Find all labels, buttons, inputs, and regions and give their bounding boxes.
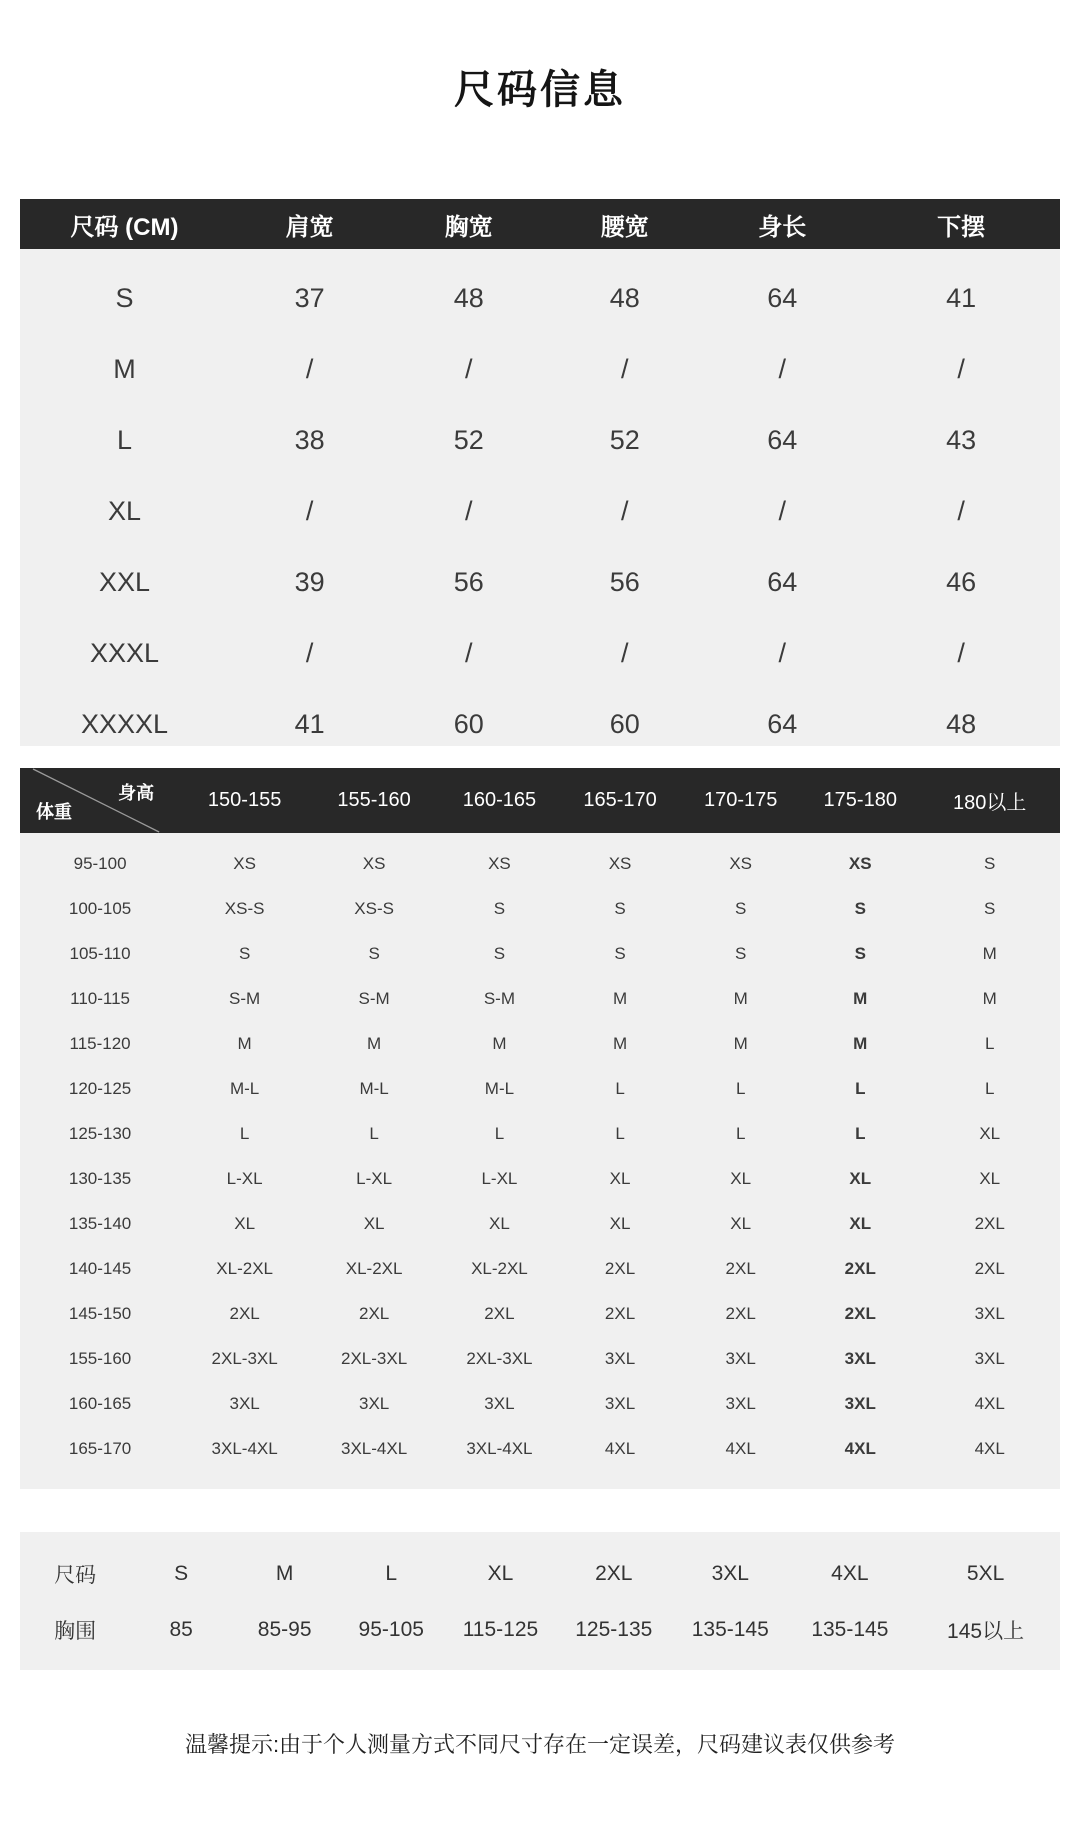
size-recommendation-cell: S-M [358,988,390,1008]
table-row [20,1066,1060,1111]
column-header: 160-165 [462,789,537,811]
value-cell: 41 [294,709,325,739]
chest-table-size-row [20,1546,1060,1602]
size-recommendation-cell: 3XL [604,1348,636,1368]
page-title: 尺码信息 [454,68,626,112]
size-label: M [113,354,136,384]
column-header: 腰宽 [600,213,649,241]
size-recommendation-cell: 2XL [484,1303,515,1323]
size-cell: L [385,1562,398,1585]
size-recommendation-cell: L [615,1123,625,1143]
size-recommendation-cell: S [854,898,866,918]
chest-cell: 135-145 [691,1618,769,1641]
size-recommendation-cell: 4XL [974,1438,1005,1458]
size-cell: M [275,1562,294,1585]
chest-cell: 135-145 [811,1618,889,1641]
value-cell: 37 [294,283,325,313]
value-cell: 52 [609,425,640,455]
size-recommendation-cell: XL [609,1213,631,1233]
table-row [20,334,1060,405]
size-recommendation-cell: M [612,1033,628,1053]
column-header: 155-160 [337,789,411,811]
table-row [20,976,1060,1021]
chest-cell: 85 [169,1618,193,1641]
size-recommendation-cell: L [615,1078,625,1098]
column-header: 尺码 (CM) [70,213,179,241]
value-cell: / [620,354,629,384]
value-cell: / [620,496,629,526]
size-recommendation-cell: M [237,1033,252,1053]
size-recommendation-cell: M-L [484,1078,515,1098]
value-cell: / [957,354,965,384]
size-recommendation-cell: S [614,943,626,963]
value-cell: / [957,496,965,526]
size-label: L [117,425,133,455]
table-row [20,1291,1060,1336]
value-cell: / [305,638,314,668]
table-row [20,1336,1060,1381]
size-recommendation-cell: M [367,1033,382,1053]
size-recommendation-cell: 2XL-3XL [466,1348,533,1368]
value-cell: / [464,638,473,668]
size-recommendation-cell: XL [730,1168,752,1188]
size-recommendation-cell: XL-2XL [345,1258,403,1278]
size-recommendation-cell: S [238,943,251,963]
size-recommendation-cell: L [735,1123,746,1143]
size-recommendation-cell: XL [849,1168,872,1188]
size-recommendation-cell: XS [488,853,511,873]
value-cell: 64 [767,425,798,455]
size-recommendation-cell: S-M [229,988,261,1008]
size-recommendation-cell: M [612,988,628,1008]
size-recommendation-cell: 3XL-4XL [211,1438,278,1458]
weight-label: 95-100 [73,853,127,873]
size-recommendation-cell: 2XL [844,1258,876,1278]
row-label: 胸围 [54,1620,97,1643]
size-recommendation-cell: 4XL [725,1438,756,1458]
size-recommendation-cell: XL [234,1213,256,1233]
corner-cell [20,768,180,833]
table-row [20,1381,1060,1426]
size-recommendation-cell: L [984,1033,995,1053]
size-recommendation-cell: XL [489,1213,510,1233]
value-cell: 41 [946,283,977,313]
size-recommendation-cell: S [735,898,747,918]
size-spec-header-row [20,199,1060,249]
size-cell: 4XL [831,1562,869,1585]
table-row [20,1156,1060,1201]
size-recommendation-cell: XL [609,1168,631,1188]
chest-table-chest-row [20,1602,1060,1658]
size-recommendation-cell: XL [730,1213,752,1233]
size-recommendation-cell: L [369,1123,379,1143]
value-cell: 38 [294,425,325,455]
size-recommendation-cell: 2XL [974,1213,1005,1233]
size-recommendation-cell: 4XL [844,1438,876,1458]
weight-label: 140-145 [68,1258,132,1278]
size-recommendation-cell: 2XL [358,1303,390,1323]
column-header: 175-180 [823,789,897,811]
size-recommendation-cell: M [853,988,868,1008]
value-cell: 64 [767,709,798,739]
value-cell: 56 [453,567,484,597]
weight-label: 165-170 [68,1438,132,1458]
size-label: XL [108,496,142,526]
row-label: 尺码 [54,1564,97,1587]
size-recommendation-cell: M [733,1033,748,1053]
weight-label: 115-120 [69,1033,131,1053]
table-row [20,1246,1060,1291]
value-cell: 48 [453,283,484,313]
size-recommendation-cell: M [982,988,997,1008]
weight-label: 130-135 [68,1168,132,1188]
size-recommendation-cell: 3XL [484,1393,515,1413]
size-recommendation-cell: 3XL [725,1348,756,1368]
size-recommendation-cell: 2XL [725,1303,756,1323]
table-row [20,886,1060,931]
size-recommendation-cell: 2XL [844,1303,876,1323]
size-recommendation-cell: XS [608,853,632,873]
size-recommendation-cell: 3XL-4XL [341,1438,408,1458]
table-row [20,689,1060,760]
value-cell: / [957,638,965,668]
size-recommendation-cell: M [492,1033,507,1053]
value-cell: / [620,638,629,668]
table-row [20,547,1060,618]
size-recommendation-cell: XS [848,853,872,873]
size-recommendation-cell: L-XL [481,1168,518,1188]
size-recommendation-cell: L-XL [356,1168,393,1188]
size-cell: 3XL [711,1562,749,1585]
value-cell: 46 [946,567,977,597]
table-row [20,476,1060,547]
size-recommendation-cell: M [853,1033,868,1053]
table-row [20,931,1060,976]
value-cell: 48 [609,283,640,313]
size-recommendation-cell: 2XL [604,1303,636,1323]
size-recommendation-cell: 2XL-3XL [211,1348,278,1368]
table-row [20,1111,1060,1156]
size-recommendation-cell: XS [729,853,753,873]
size-recommendation-cell: 3XL [974,1303,1005,1323]
size-recommendation-cell: M [733,988,748,1008]
size-label: XXXXL [80,709,169,739]
value-cell: 60 [609,709,640,739]
weight-label: 105-110 [69,943,131,963]
column-header: 170-175 [703,789,778,811]
column-header: 150-155 [207,789,282,811]
weight-label: 125-130 [68,1123,132,1143]
size-recommendation-cell: L [494,1123,505,1143]
height-weight-header-row [20,768,1060,833]
size-recommendation-cell: L-XL [226,1168,263,1188]
size-recommendation-cell: 3XL [604,1393,636,1413]
size-recommendation-cell: XS-S [224,898,265,918]
size-recommendation-cell: 3XL-4XL [466,1438,533,1458]
column-header: 身长 [758,213,807,241]
height-weight-table [20,768,1060,1489]
column-header: 下摆 [937,213,986,241]
size-cell: XL [487,1562,514,1585]
table-row [20,1021,1060,1066]
size-recommendation-cell: 2XL [725,1258,756,1278]
size-recommendation-cell: S-M [483,988,515,1008]
size-recommendation-cell: 3XL [358,1393,390,1413]
size-recommendation-cell: XL-2XL [216,1258,273,1278]
size-recommendation-cell: 3XL [844,1393,876,1413]
size-spec-table [20,199,1060,746]
size-recommendation-cell: 3XL [974,1348,1005,1368]
weight-label: 155-160 [68,1348,132,1368]
chest-cell: 115-125 [462,1618,539,1641]
value-cell: / [778,496,787,526]
value-cell: / [778,354,787,384]
value-cell: 39 [294,567,325,597]
weight-axis-label: 体重 [36,802,72,822]
size-recommendation-cell: 2XL [604,1258,636,1278]
height-axis-label: 身高 [118,783,155,803]
size-recommendation-cell: L [855,1123,866,1143]
size-recommendation-cell: XS [362,853,386,873]
value-cell: 64 [767,567,798,597]
size-recommendation-cell: 3XL [844,1348,876,1368]
chest-cell: 85-95 [257,1618,312,1641]
column-header: 肩宽 [285,213,334,241]
weight-label: 100-105 [68,898,132,918]
size-recommendation-cell: 3XL [229,1393,260,1413]
size-recommendation-cell: XL [979,1168,1001,1188]
size-recommendation-cell: S [735,943,747,963]
size-recommendation-cell: L [984,1078,995,1098]
size-recommendation-cell: 4XL [974,1393,1005,1413]
size-spec-body [20,249,1060,746]
size-cell: 2XL [595,1562,633,1585]
size-recommendation-cell: M-L [359,1078,389,1098]
chest-cell: 95-105 [358,1618,424,1641]
size-recommendation-cell: M [982,943,997,963]
table-row [20,841,1060,886]
column-header: 胸宽 [444,213,493,241]
column-header: 180以上 [953,792,1027,814]
value-cell: 52 [453,425,484,455]
value-cell: / [305,354,314,384]
size-recommendation-cell: 2XL-3XL [341,1348,408,1368]
height-weight-body [20,833,1060,1489]
size-recommendation-cell: XS-S [354,898,394,918]
column-header: 165-170 [583,789,657,811]
size-recommendation-cell: XL [979,1123,1001,1143]
size-recommendation-cell: 3XL [725,1393,756,1413]
size-recommendation-cell: S [614,898,626,918]
table-row [20,1426,1060,1471]
size-recommendation-cell: 2XL [229,1303,260,1323]
chest-cell: 145以上 [947,1620,1025,1643]
size-recommendation-cell: M-L [229,1078,260,1098]
size-recommendation-cell: L [735,1078,746,1098]
value-cell: / [464,354,473,384]
value-cell: 56 [609,567,640,597]
size-recommendation-cell: XL [363,1213,385,1233]
size-recommendation-cell: XL-2XL [471,1258,528,1278]
size-label: XXL [98,567,151,597]
value-cell: / [464,496,473,526]
size-recommendation-cell: XS [233,853,256,873]
note-text: 温馨提示:由于个人测量方式不同尺寸存在一定误差，尺码建议表仅供参考 [184,1732,896,1757]
size-recommendation-cell: L [239,1123,250,1143]
size-recommendation-cell: S [368,943,380,963]
value-cell: 60 [453,709,484,739]
size-recommendation-cell: S [493,943,506,963]
weight-label: 160-165 [68,1393,132,1413]
table-row [20,618,1060,689]
weight-label: 135-140 [68,1213,132,1233]
table-row [20,1201,1060,1246]
chest-cell: 125-135 [575,1618,653,1641]
size-recommendation-cell: S [854,943,866,963]
size-recommendation-cell: L [855,1078,866,1098]
value-cell: 48 [946,709,977,739]
value-cell: 43 [946,425,977,455]
size-recommendation-cell: 4XL [604,1438,636,1458]
chest-size-table [20,1532,1060,1670]
weight-label: 120-125 [68,1078,132,1098]
table-row [20,405,1060,476]
size-recommendation-cell: XL [849,1213,872,1233]
size-recommendation-cell: S [984,898,996,918]
size-recommendation-cell: S [493,898,506,918]
value-cell: / [778,638,787,668]
weight-label: 110-115 [70,988,131,1008]
size-recommendation-cell: 2XL [974,1258,1005,1278]
size-cell: 5XL [966,1562,1005,1585]
size-label: S [115,283,134,313]
size-recommendation-cell: S [984,853,996,873]
table-row [20,263,1060,334]
size-label: XXXL [89,638,160,668]
weight-label: 145-150 [68,1303,132,1323]
size-cell: S [174,1562,189,1585]
value-cell: / [305,496,314,526]
value-cell: 64 [767,283,798,313]
